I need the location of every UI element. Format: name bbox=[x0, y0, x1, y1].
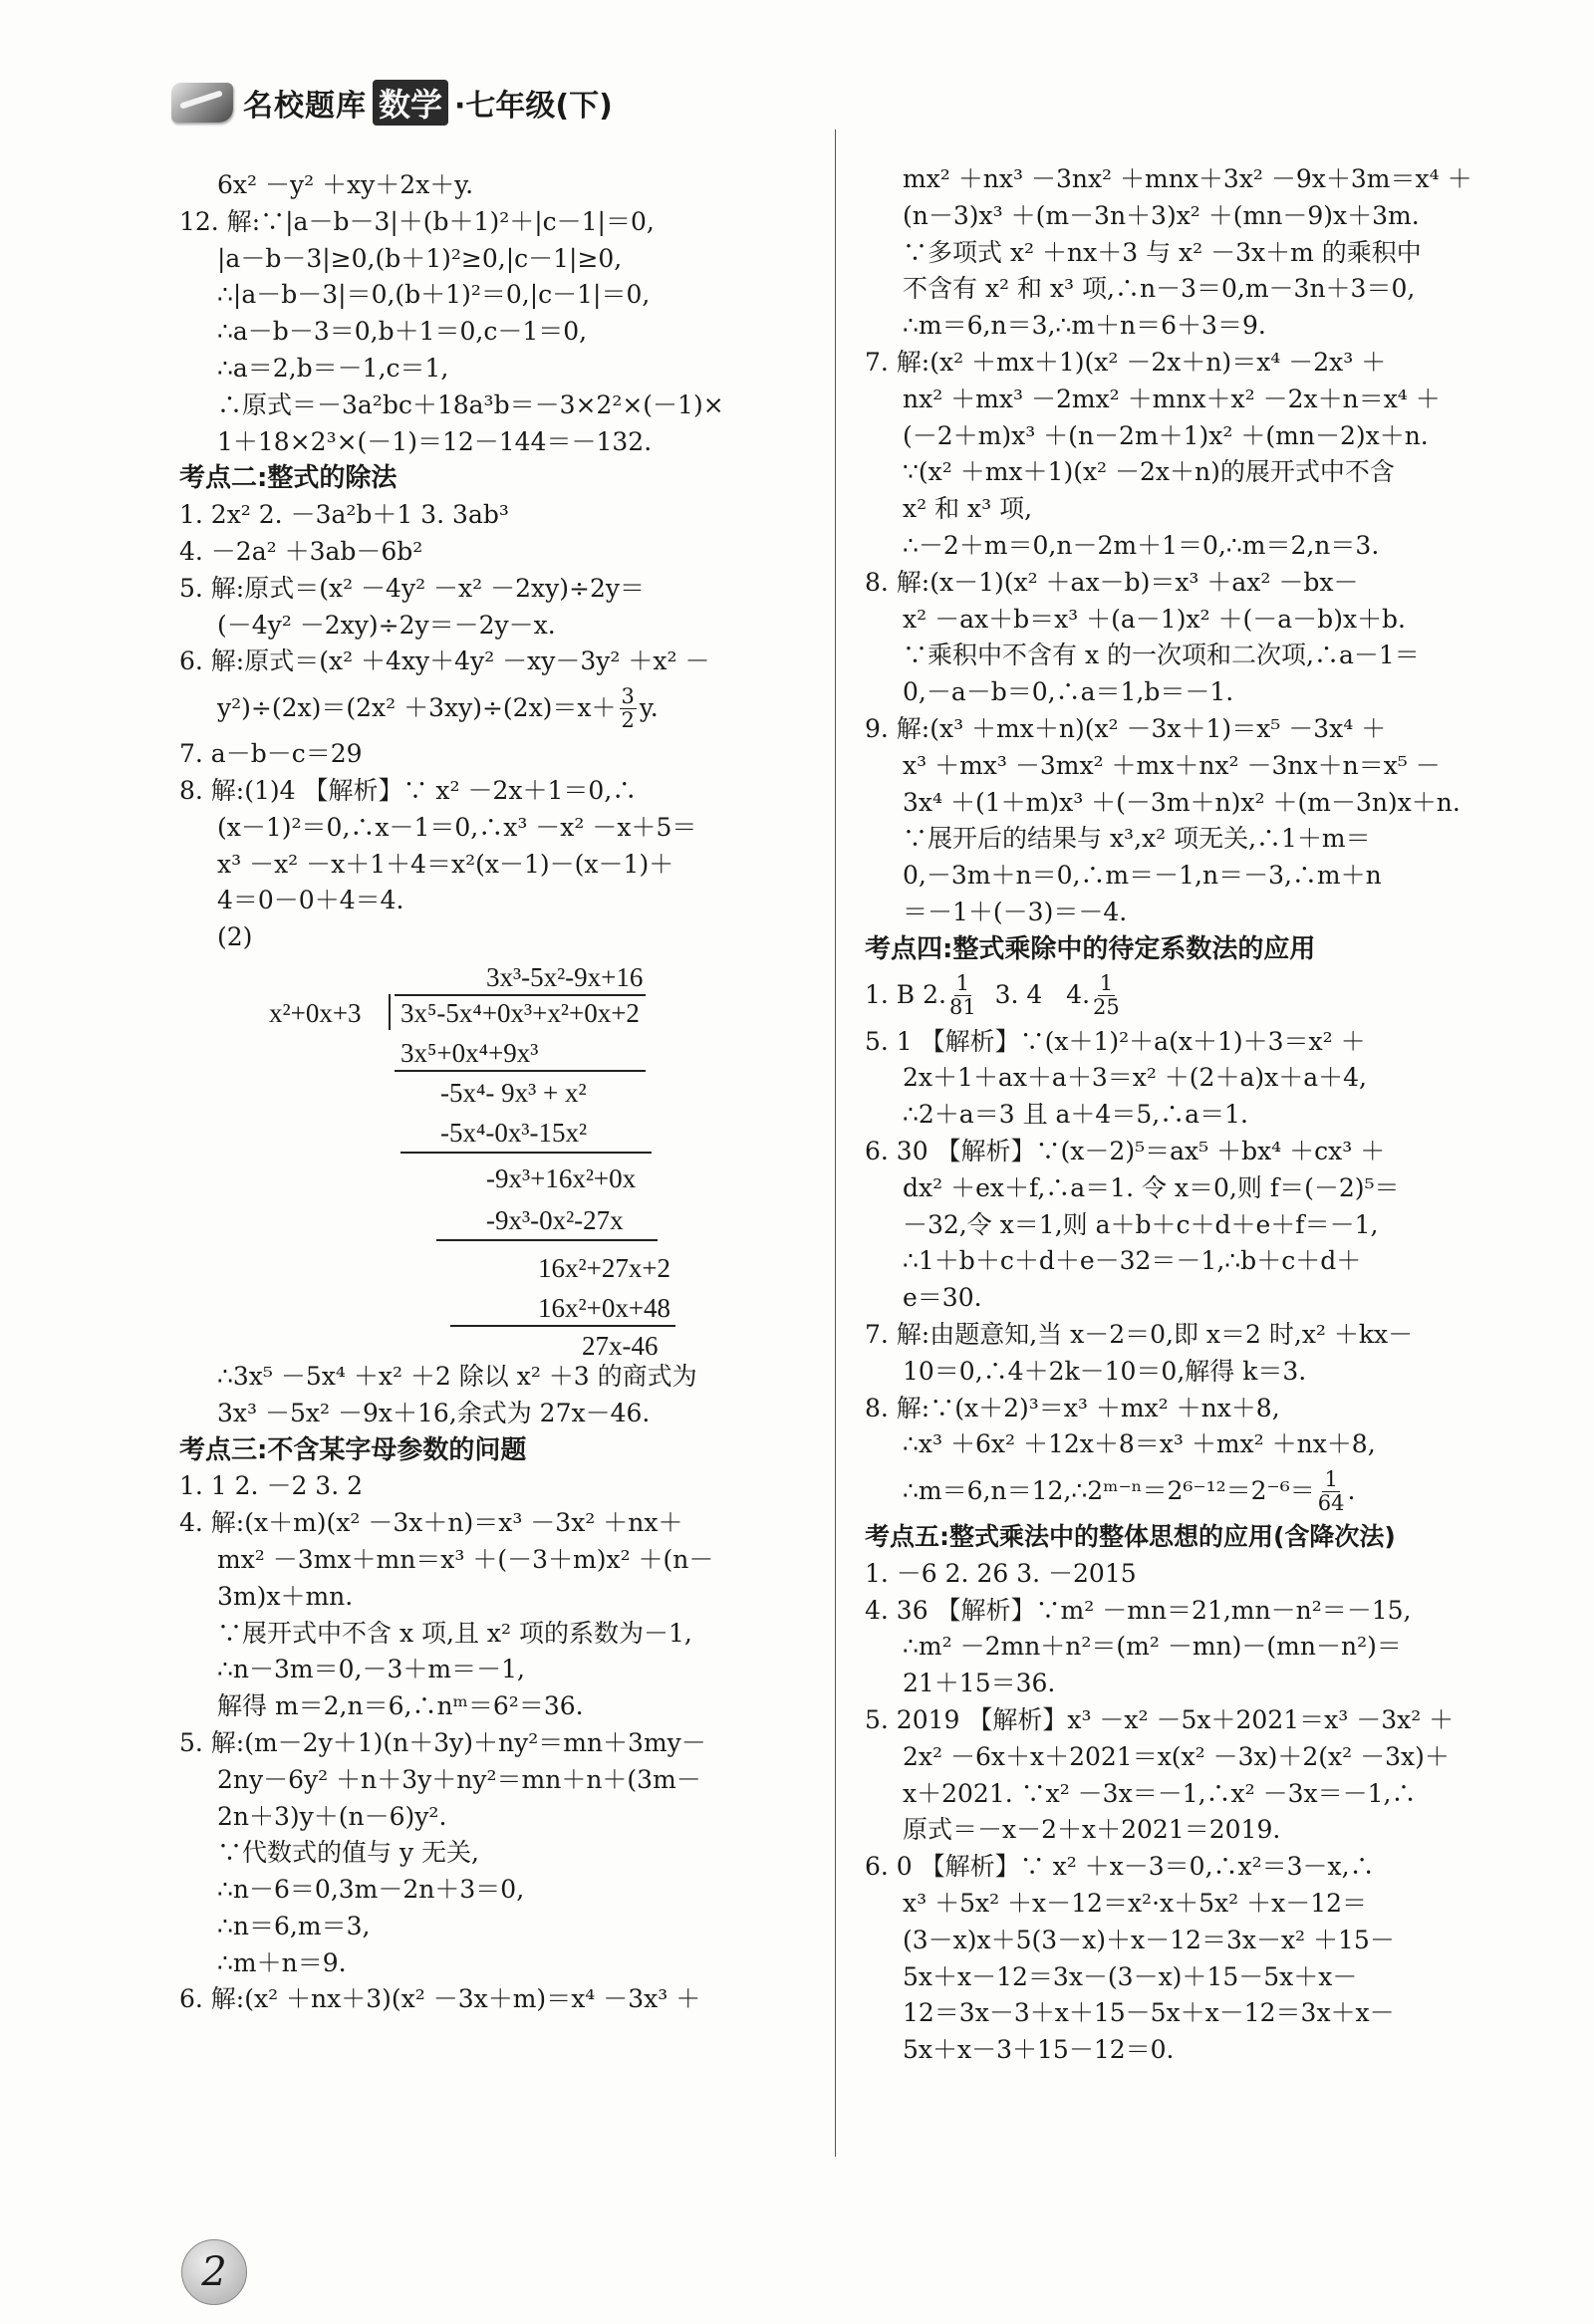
text-line: 5. 解:原式＝(x² －4y² －x² －2xy)÷2y＝ bbox=[179, 573, 645, 603]
division-rule bbox=[450, 1325, 675, 1327]
fraction-denominator: 64 bbox=[1317, 1490, 1345, 1515]
division-row: -5x⁴- 9x³ + x² bbox=[440, 1077, 587, 1108]
text-line: 1. －6 2. 26 3. －2015 bbox=[865, 1558, 1137, 1588]
text-line: x³ －x² －x＋1＋4＝x²(x－1)－(x－1)＋ bbox=[217, 849, 674, 879]
division-dividend: 3x⁵-5x⁴+0x³+x²+0x+2 bbox=[400, 997, 640, 1028]
text-line: 0,－a－b＝0,∴a＝1,b＝－1. bbox=[903, 677, 1234, 707]
text-line: (2) bbox=[217, 922, 253, 952]
text-line: 7. 解:(x² ＋mx＋1)(x² －2x＋n)＝x⁴ －2x³ ＋ bbox=[865, 347, 1387, 377]
page-header bbox=[171, 78, 613, 128]
fraction bbox=[620, 685, 637, 732]
text-line: ∵代数式的值与 y 无关, bbox=[217, 1838, 479, 1868]
text-line: ∴|a－b－3|＝0,(b＋1)²＝0,|c－1|＝0, bbox=[217, 280, 651, 310]
text-line: 3x⁴ ＋(1＋m)x³ ＋(－3m＋n)x² ＋(m－3n)x＋n. bbox=[903, 787, 1461, 817]
subject-badge: 数学 bbox=[373, 80, 448, 126]
section-heading: 考点三:不含某字母参数的问题 bbox=[179, 1434, 527, 1465]
text-line: 5x＋x－3＋15－12＝0. bbox=[903, 2035, 1175, 2065]
text-line: (x－1)²＝0,∴x－1＝0,∴x³ －x² －x＋5＝ bbox=[217, 812, 697, 842]
text-line: 9. 解:(x³ ＋mx＋n)(x² －3x＋1)＝x⁵ －3x⁴ ＋ bbox=[865, 713, 1387, 743]
text-line: ∴原式＝－3a²bc＋18a³b＝－3×2²×(－1)× bbox=[217, 389, 724, 419]
page-number: 2 bbox=[181, 2239, 247, 2305]
text-line: 5x＋x－12＝3x－(3－x)＋15－5x＋x－ bbox=[903, 1961, 1358, 1991]
text-line: dx² ＋ex＋f,∴a＝1. 令 x＝0,则 f＝(－2)⁵＝ bbox=[903, 1172, 1400, 1202]
fraction-numerator: 1 bbox=[1099, 971, 1114, 996]
text-line: 6. 0 【解析】∵ x² ＋x－3＝0,∴x²＝3－x,∴ bbox=[865, 1852, 1375, 1882]
left-column bbox=[179, 167, 817, 2018]
text-line: x³ ＋mx³ －3mx² ＋mx＋nx² －3nx＋n＝x⁵ － bbox=[903, 750, 1441, 780]
text-line bbox=[865, 1463, 1482, 1519]
text-line: ∵展开式中不含 x 项,且 x² 项的系数为－1, bbox=[217, 1618, 692, 1648]
fraction bbox=[1318, 1468, 1345, 1515]
text-line: 6. 30 【解析】∵(x－2)⁵＝ax⁵ ＋bx⁴ ＋cx³ ＋ bbox=[865, 1136, 1386, 1165]
text-line: ∴－2＋m＝0,n－2m＋1＝0,∴m＝2,n＝3. bbox=[903, 530, 1380, 560]
right-column bbox=[865, 161, 1482, 2069]
text-line: ∴m² －2mn＋n²＝(m² －mn)－(mn－n²)＝ bbox=[903, 1632, 1402, 1662]
text-line: ∴x³ ＋6x² ＋12x＋8＝x³ ＋mx² ＋nx＋8, bbox=[903, 1429, 1376, 1459]
text-line: mx² －3mx＋mn＝x³ ＋(－3＋m)x² ＋(n－ bbox=[217, 1544, 714, 1574]
text-line: 原式＝－x－2＋x＋2021＝2019. bbox=[903, 1815, 1281, 1845]
text-line: 6x² －y² ＋xy＋2x＋y. bbox=[217, 170, 474, 199]
text-line: 21＋15＝36. bbox=[903, 1669, 1056, 1698]
text-line: ∴n－6＝0,3m－2n＋3＝0, bbox=[217, 1875, 525, 1905]
text-line: 1＋18×2³×(－1)＝12－144＝－132. bbox=[217, 426, 653, 456]
text-line: 8. 解:∵(x＋2)³＝x³ ＋mx² ＋nx＋8, bbox=[865, 1393, 1280, 1422]
text-line bbox=[865, 968, 1482, 1024]
division-row: 3x⁵+0x⁴+9x³ bbox=[400, 1037, 539, 1068]
text-segment: . bbox=[1347, 1475, 1356, 1505]
text-segment: 1. B 2. bbox=[865, 980, 946, 1010]
section-heading: 考点四:整式乘除中的待定系数法的应用 bbox=[865, 933, 1316, 964]
section-heading: 考点五:整式乘法中的整体思想的应用(含降次法) bbox=[865, 1522, 1396, 1552]
text-line: 12. 解:∵|a－b－3|＋(b＋1)²＋|c－1|＝0, bbox=[179, 206, 655, 236]
text-segment: y. bbox=[639, 692, 659, 722]
text-line: 8. 解:(1)4 【解析】∵ x² －2x＋1＝0,∴ bbox=[179, 775, 638, 805]
text-line: 4＝0－0＋4＝4. bbox=[217, 886, 404, 915]
text-line: x＋2021. ∵x² －3x＝－1,∴x² －3x＝－1,∴ bbox=[903, 1778, 1417, 1808]
division-row: -9x³+16x²+0x bbox=[486, 1162, 637, 1193]
text-line: 2x＋1＋ax＋a＋3＝x² ＋(2＋a)x＋a＋4, bbox=[903, 1063, 1367, 1093]
division-quotient: 3x³-5x²-9x+16 bbox=[486, 961, 644, 992]
division-remainder: 27x-46 bbox=[582, 1330, 659, 1361]
division-row: 16x²+0x+48 bbox=[538, 1292, 671, 1323]
text-line: 2n＋3)y＋(n－6)y². bbox=[217, 1801, 447, 1831]
text-line: 不含有 x² 和 x³ 项,∴n－3＝0,m－3n＋3＝0, bbox=[903, 274, 1416, 304]
text-line: ∵多项式 x² ＋nx＋3 与 x² －3x＋m 的乘积中 bbox=[903, 237, 1422, 267]
text-line: ∴m＋n＝9. bbox=[217, 1947, 347, 1977]
fraction-denominator: 25 bbox=[1093, 995, 1120, 1020]
text-line: ∵(x² ＋mx＋1)(x² －2x＋n)的展开式中不含 bbox=[903, 457, 1395, 487]
text-line: 4. 36 【解析】∵m² －mn＝21,mn－n²＝－15, bbox=[865, 1595, 1412, 1625]
text-line: nx² ＋mx³ －2mx² ＋mnx＋x² －2x＋n＝x⁴ ＋ bbox=[903, 384, 1441, 413]
fraction-numerator: 1 bbox=[1324, 1466, 1338, 1491]
fraction bbox=[1093, 972, 1120, 1019]
fraction-denominator: 81 bbox=[948, 995, 976, 1020]
text-line: e＝30. bbox=[903, 1283, 982, 1313]
fraction bbox=[949, 972, 976, 1019]
text-line: x³ ＋5x² ＋x－12＝x²·x＋5x² ＋x－12＝ bbox=[903, 1889, 1368, 1919]
text-line: 2x² －6x＋x＋2021＝x(x² －3x)＋2(x² －3x)＋ bbox=[903, 1741, 1450, 1771]
text-line bbox=[179, 680, 817, 736]
text-line: ＝－1＋(－3)＝－4. bbox=[903, 897, 1128, 926]
text-line: ∴n＝6,m＝3, bbox=[217, 1911, 371, 1940]
text-line: ∴2＋a＝3 且 a＋4＝5,∴a＝1. bbox=[903, 1100, 1248, 1130]
text-line: 0,－3m＋n＝0,∴m＝－1,n＝－3,∴m＋n bbox=[903, 861, 1382, 891]
text-line: ∴1＋b＋c＋d＋e－32＝－1,∴b＋c＋d＋ bbox=[903, 1246, 1362, 1276]
text-line: 3x³ －5x² －9x＋16,余式为 27x－46. bbox=[217, 1398, 651, 1427]
division-bar bbox=[395, 994, 646, 996]
division-rule bbox=[395, 1070, 646, 1072]
fraction-numerator: 1 bbox=[955, 971, 970, 996]
division-row: -9x³-0x²-27x bbox=[486, 1204, 624, 1235]
grade-label: ·七年级(下) bbox=[454, 89, 613, 124]
section-heading: 考点二:整式的除法 bbox=[179, 463, 398, 494]
division-row: -5x⁴-0x³-15x² bbox=[440, 1117, 588, 1148]
text-line: ∴m＝6,n＝3,∴m＋n＝6＋3＝9. bbox=[903, 311, 1266, 341]
brand-title: 名校题库 bbox=[243, 89, 367, 124]
text-line: 4. 解:(x＋m)(x² －3x＋n)＝x³ －3x² ＋nx＋ bbox=[179, 1508, 683, 1538]
fraction-denominator: 2 bbox=[621, 707, 635, 732]
text-line: 解得 m＝2,n＝6,∴nᵐ＝6²＝36. bbox=[217, 1691, 584, 1721]
text-line: |a－b－3|≥0,(b＋1)²≥0,|c－1|≥0, bbox=[217, 243, 623, 273]
text-line: 7. 解:由题意知,当 x－2＝0,即 x＝2 时,x² ＋kx－ bbox=[865, 1319, 1414, 1349]
text-line: 2ny－6y² ＋n＋3y＋ny²＝mn＋n＋(3m－ bbox=[217, 1764, 701, 1794]
text-line: 12＝3x－3＋x＋15－5x＋x－12＝3x＋x－ bbox=[903, 1998, 1395, 2028]
text-line: ∵展开后的结果与 x³,x² 项无关,∴1＋m＝ bbox=[903, 824, 1371, 854]
text-line: 5. 解:(m－2y＋1)(n＋3y)＋ny²＝mn＋3my－ bbox=[179, 1727, 706, 1757]
division-divisor: x²+0x+3 bbox=[269, 997, 362, 1028]
division-rule bbox=[400, 1152, 652, 1154]
text-line: x² 和 x³ 项, bbox=[903, 494, 1033, 524]
text-line: －32,令 x＝1,则 a＋b＋c＋d＋e＋f＝－1, bbox=[903, 1209, 1379, 1239]
text-line: ∴3x⁵ －5x⁴ ＋x² ＋2 除以 x² ＋3 的商式为 bbox=[217, 1361, 697, 1391]
text-line: 4. －2a² ＋3ab－6b² bbox=[179, 536, 423, 566]
text-segment: ∴m＝6,n＝12,∴2ᵐ⁻ⁿ＝2⁶⁻¹²＝2⁻⁶＝ bbox=[903, 1475, 1315, 1505]
text-line: 6. 解:(x² ＋nx＋3)(x² －3x＋m)＝x⁴ －3x³ ＋ bbox=[179, 1984, 701, 2014]
division-rule bbox=[436, 1239, 658, 1241]
long-division bbox=[179, 956, 817, 1359]
text-line: 3m)x＋mn. bbox=[217, 1581, 354, 1611]
text-line: 5. 2019 【解析】x³ －x² －5x＋2021＝x³ －3x² ＋ bbox=[865, 1705, 1455, 1735]
text-line: (－4y² －2xy)÷2y＝－2y－x. bbox=[217, 610, 556, 640]
text-line: 6. 解:原式＝(x² ＋4xy＋4y² －xy－3y² ＋x² － bbox=[179, 646, 710, 676]
text-line: ∴a－b－3＝0,b＋1＝0,c－1＝0, bbox=[217, 317, 588, 347]
book-logo-icon bbox=[171, 83, 233, 123]
text-line: 5. 1 【解析】∵(x＋1)²＋a(x＋1)＋3＝x² ＋ bbox=[865, 1026, 1366, 1056]
text-line: (3－x)x＋5(3－x)＋x－12＝3x－x² ＋15－ bbox=[903, 1925, 1395, 1954]
text-line: (n－3)x³ ＋(m－3n＋3)x² ＋(mn－9)x＋3m. bbox=[903, 200, 1420, 230]
text-segment: y²)÷(2x)＝(2x² ＋3xy)÷(2x)＝x＋ bbox=[217, 692, 617, 722]
text-line: 1. 2x² 2. －3a²b＋1 3. 3ab³ bbox=[179, 500, 509, 530]
text-line: mx² ＋nx³ －3nx² ＋mnx＋3x² －9x＋3m＝x⁴ ＋ bbox=[903, 164, 1472, 193]
division-row: 16x²+27x+2 bbox=[538, 1252, 671, 1283]
text-line: 7. a－b－c＝29 bbox=[179, 739, 363, 769]
text-line: ∴n－3m＝0,－3＋m＝－1, bbox=[217, 1655, 525, 1684]
fraction-numerator: 3 bbox=[621, 683, 635, 708]
text-line: 1. 1 2. －2 3. 2 bbox=[179, 1471, 364, 1501]
text-line: ∴a＝2,b＝－1,c＝1, bbox=[217, 353, 449, 383]
text-line: (－2＋m)x³ ＋(n－2m＋1)x² ＋(mn－2)x＋n. bbox=[903, 420, 1429, 450]
division-bracket bbox=[389, 994, 391, 1030]
text-line: ∵乘积中不含有 x 的一次项和二次项,∴a－1＝ bbox=[903, 641, 1420, 670]
text-line: x² －ax＋b＝x³ ＋(a－1)x² ＋(－a－b)x＋b. bbox=[903, 604, 1406, 634]
text-segment: 3. 4 4. bbox=[978, 980, 1091, 1010]
column-divider bbox=[835, 129, 836, 2157]
text-line: 10＝0,∴4＋2k－10＝0,解得 k＝3. bbox=[903, 1356, 1307, 1386]
text-line: 8. 解:(x－1)(x² ＋ax－b)＝x³ ＋ax² －bx－ bbox=[865, 567, 1359, 597]
